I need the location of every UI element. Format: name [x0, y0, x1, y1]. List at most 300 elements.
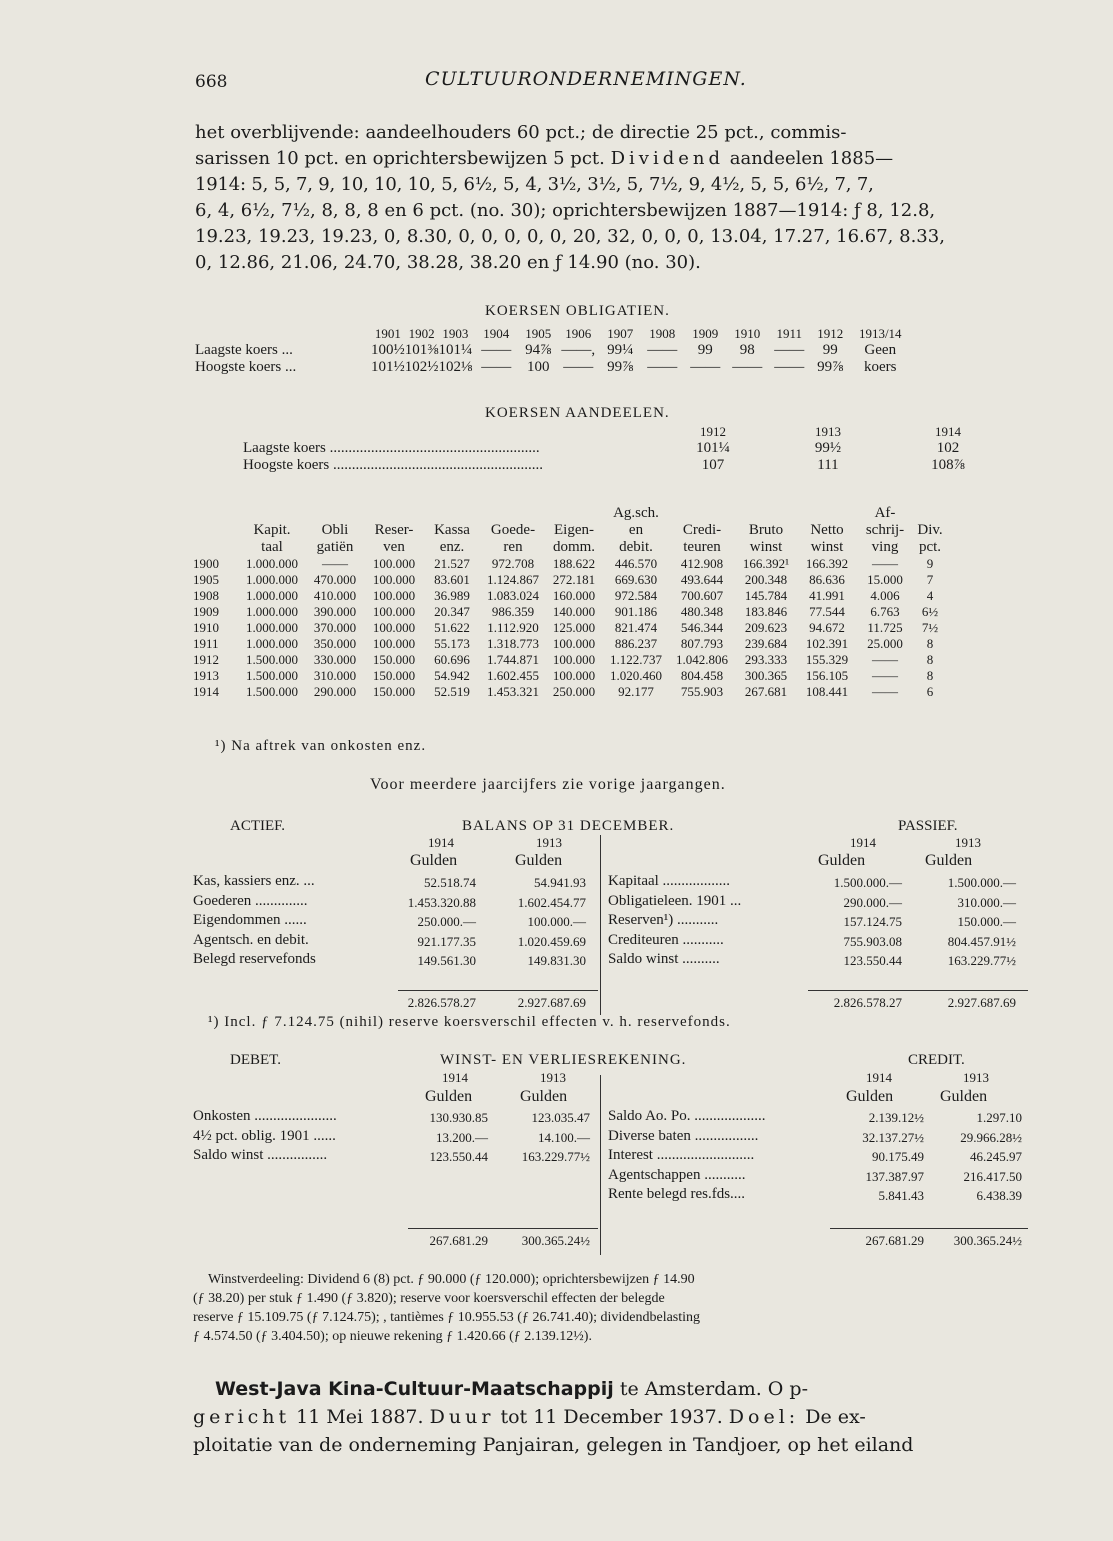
- value-cell: 755.903: [680, 684, 724, 699]
- account-label: 4½ pct. oblig. 1901 ......: [193, 1127, 336, 1144]
- intro-line-4: 6, 4, 6½, 7½, 8, 8, 8 en 6 pct. (no. 30); oprichtersbewijzen 1887—1914: ƒ 8, 12.8,: [195, 200, 936, 221]
- winst-total-l1: 267.681.29: [429, 1233, 488, 1248]
- value-cell: 209.623: [744, 620, 788, 635]
- year-label: 1905: [193, 572, 219, 587]
- amount-cell: 1.500.000.—: [947, 875, 1016, 890]
- winst-divider: [600, 1075, 601, 1255]
- amount-cell: 54.941.93: [534, 875, 586, 890]
- value-cell: 1.318.773: [487, 636, 539, 651]
- amount-cell: 1.500.000.—: [833, 875, 902, 890]
- winst-total-r1: 267.681.29: [865, 1233, 924, 1248]
- account-label: Onkosten ......................: [193, 1108, 337, 1124]
- value-cell: 9: [926, 556, 934, 571]
- value-cell: 7: [926, 572, 934, 587]
- header-cell: [239, 505, 305, 522]
- value-cell: 446.570: [614, 556, 658, 571]
- value-cell: 100.000: [372, 620, 416, 635]
- actief-heading: ACTIEF.: [230, 818, 286, 834]
- year-cell: 1912: [817, 326, 844, 341]
- value-cell: 1.000.000: [246, 588, 298, 603]
- year-cell: 1913/14: [858, 326, 902, 341]
- value-cell: 1.500.000: [246, 668, 298, 683]
- value-cell: 101¼: [696, 440, 730, 456]
- company-line-1: [215, 1378, 808, 1400]
- value-cell: 1.083.024: [487, 588, 539, 603]
- value-cell: 83.601: [434, 572, 470, 587]
- amount-cell: 1.602.454.77: [517, 894, 586, 910]
- intro-line-1: het overblijvende: aandeelhouders 60 pct.; de directie 25 pct., commis-: [195, 122, 847, 143]
- amount-cell: 216.417.50: [963, 1168, 1022, 1184]
- value-cell: ——: [563, 359, 594, 375]
- value-cell: ——: [690, 359, 721, 375]
- intro-line-2: [195, 148, 893, 169]
- amount-cell: 1.020.459.69: [517, 933, 586, 949]
- value-cell: 55.173: [434, 636, 470, 651]
- value-cell: ——: [872, 556, 898, 571]
- company-line-3: ploitatie van de onderneming Panjairan, gelegen in Tandjoer, op het eiland: [193, 1434, 914, 1456]
- header-cell: [481, 505, 545, 522]
- value-cell: 412.908: [680, 556, 724, 571]
- header-cell: ving: [871, 539, 899, 555]
- value-cell: 99½: [814, 440, 842, 456]
- year-cell: 1907: [607, 326, 634, 341]
- year-cell: 1912: [700, 424, 726, 439]
- year-cell: 1904: [483, 326, 510, 341]
- value-cell: 1.744.871: [487, 652, 539, 667]
- value-cell: 86.636: [809, 572, 845, 587]
- amount-cell: 29.966.28½: [960, 1129, 1022, 1145]
- value-cell: 350.000: [313, 636, 357, 651]
- winst-unit-r1: Gulden: [846, 1088, 894, 1105]
- intro-line-5: 19.23, 19.23, 19.23, 0, 8.30, 0, 0, 0, 0, 0, 20, 32, 0, 0, 0, 13.04, 17.27, 16.67, 8.33,: [195, 226, 945, 247]
- value-cell: koers: [864, 359, 897, 375]
- yearly-header-top: [193, 505, 947, 522]
- value-cell: 1.000.000: [246, 620, 298, 635]
- aandeelen-years-row: [243, 424, 1003, 440]
- value-cell: ——: [647, 359, 678, 375]
- balans-unit-r2: Gulden: [925, 852, 973, 869]
- amount-cell: 1.297.10: [976, 1110, 1022, 1125]
- value-cell: 41.991: [809, 588, 845, 603]
- value-cell: 92.177: [618, 684, 654, 699]
- amount-cell: 157.124.75: [843, 914, 902, 929]
- balans-year-l2: 1913: [536, 835, 562, 850]
- value-cell: 470.000: [313, 572, 357, 587]
- value-cell: ——: [774, 359, 805, 375]
- value-cell: 1.000.000: [246, 636, 298, 651]
- value-cell: 1.500.000: [246, 652, 298, 667]
- row-label-text: Laagste koers: [243, 440, 326, 456]
- header-cell: [669, 505, 735, 522]
- row-label: Hoogste koers ...: [195, 359, 297, 375]
- amount-cell: 310.000.—: [957, 894, 1016, 910]
- header-cell: teuren: [683, 539, 721, 555]
- company-location: te Amsterdam.: [619, 1378, 762, 1400]
- amount-cell: 5.841.43: [878, 1188, 924, 1203]
- account-label: Kapitaal ..................: [608, 873, 731, 889]
- yearly-row: [193, 604, 947, 620]
- intro-line-6: 0, 12.86, 21.06, 24.70, 38.28, 38.20 en ƒ 14.90 (no. 30).: [195, 252, 701, 273]
- value-cell: 1.124.867: [487, 572, 539, 587]
- value-cell: ——: [732, 359, 763, 375]
- winst-total-r2: 300.365.24½: [953, 1233, 1022, 1248]
- yearly-footnote: ¹) Na aftrek van onkosten enz.: [215, 738, 427, 754]
- dividend-word: Dividend: [610, 148, 725, 169]
- header-cell: Credi-: [682, 522, 722, 538]
- value-cell: 25.000: [867, 636, 903, 651]
- value-cell: 700.607: [680, 588, 724, 603]
- obligatien-table: [195, 326, 910, 376]
- value-cell: 1.112.920: [487, 620, 539, 635]
- winst-sum-line-left: [408, 1228, 598, 1229]
- value-cell: 1.453.321: [487, 684, 539, 699]
- amount-cell: 921.177.35: [417, 933, 476, 949]
- balans-total-l2: 2.927.687.69: [517, 995, 586, 1010]
- amount-cell: 149.831.30: [527, 953, 586, 968]
- year-cell: 1914: [935, 424, 961, 439]
- value-cell: 20.347: [434, 604, 470, 619]
- year-cell: 1909: [692, 326, 719, 341]
- value-cell: 54.942: [434, 668, 470, 683]
- account-label: Saldo Ao. Po. ...................: [608, 1108, 766, 1124]
- value-cell: 100.000: [552, 652, 596, 667]
- header-cell: Eigen-: [554, 522, 594, 538]
- value-cell: 98: [739, 342, 755, 358]
- year-cell: 1901: [374, 326, 401, 341]
- header-cell: debit.: [619, 539, 653, 555]
- header-cell: taal: [261, 539, 283, 555]
- value-cell: ——: [774, 342, 805, 358]
- value-cell: 11.725: [867, 620, 903, 635]
- amount-cell: 804.457.91½: [947, 933, 1016, 949]
- value-cell: 804.458: [680, 668, 724, 683]
- value-cell: 150.000: [372, 684, 416, 699]
- value-cell: 52.519: [434, 684, 470, 699]
- obligatien-title: KOERSEN OBLIGATIEN.: [485, 303, 670, 319]
- balans-year-r1: 1914: [850, 835, 876, 850]
- doel-text: De ex-: [805, 1406, 866, 1428]
- winst-year-r2: 1913: [963, 1070, 989, 1085]
- value-cell: 1.500.000: [246, 684, 298, 699]
- header-cell: pct.: [918, 539, 942, 555]
- yearly-row: [193, 636, 947, 652]
- yearly-row: [193, 668, 947, 684]
- value-cell: 102⅛: [438, 359, 473, 375]
- account-label: Agentsch. en debit.: [193, 931, 309, 948]
- value-cell: ——: [322, 556, 348, 571]
- year-cell: 1908: [649, 326, 676, 341]
- value-cell: 145.784: [744, 588, 788, 603]
- value-cell: 1.042.806: [676, 652, 728, 667]
- header-cell: [305, 505, 365, 522]
- value-cell: 1.000.000: [246, 572, 298, 587]
- value-cell: 99: [822, 342, 838, 358]
- value-cell: 480.348: [680, 604, 724, 619]
- header-cell: winst: [810, 539, 844, 555]
- opgericht-date: 11 Mei 1887.: [296, 1406, 424, 1428]
- header-cell: Kapit.: [253, 522, 291, 538]
- obligatien-row-hoogste: [195, 359, 910, 376]
- value-cell: 99⅞: [817, 359, 844, 375]
- year-label: 1913: [193, 668, 219, 683]
- year-label: 1900: [193, 556, 219, 571]
- amount-cell: 13.200.—: [436, 1129, 488, 1145]
- value-cell: 77.544: [809, 604, 845, 619]
- value-cell: 102: [936, 440, 960, 456]
- amount-cell: 2.139.12½: [868, 1110, 924, 1125]
- value-cell: 101¼: [438, 342, 473, 358]
- header-cell: [423, 505, 481, 522]
- opgericht-word-tail: gericht: [193, 1406, 291, 1428]
- value-cell: 100.000: [372, 556, 416, 571]
- value-cell: 150.000: [372, 652, 416, 667]
- balans-divider: [600, 835, 601, 1015]
- credit-heading: CREDIT.: [908, 1052, 965, 1068]
- account-label: Interest ..........................: [608, 1147, 755, 1163]
- amount-cell: 123.035.47: [531, 1110, 590, 1125]
- amount-cell: 290.000.—: [843, 894, 902, 910]
- account-label: Saldo winst ................: [193, 1147, 328, 1163]
- intro-line-2-text: sarissen 10 pct. en oprichtersbewijzen 5 pct.: [195, 148, 605, 169]
- yearly-row: [193, 684, 947, 700]
- amount-cell: 6.438.39: [976, 1188, 1022, 1203]
- header-cell: ven: [383, 539, 405, 555]
- value-cell: ——,: [561, 342, 596, 358]
- amount-cell: 163.229.77½: [521, 1149, 590, 1164]
- value-cell: 6.763: [870, 604, 900, 619]
- value-cell: 200.348: [744, 572, 788, 587]
- winst-sum-line-right: [830, 1228, 1028, 1229]
- amount-cell: 163.229.77½: [947, 953, 1016, 968]
- header-cell: [365, 505, 423, 522]
- yearly-row: [193, 652, 947, 668]
- value-cell: 4: [926, 588, 934, 603]
- value-cell: 1.602.455: [487, 668, 539, 683]
- winstverdeeling-line-2: (ƒ 38.20) per stuk ƒ 1.490 (ƒ 3.820); reserve voor koersverschil effecten der belegde: [193, 1291, 665, 1306]
- header-cell: Reser-: [374, 522, 414, 538]
- value-cell: 901.186: [614, 604, 658, 619]
- year-label: 1909: [193, 604, 219, 619]
- year-label: 1914: [193, 684, 219, 699]
- opgericht-prefix: O p-: [767, 1378, 808, 1400]
- value-cell: 821.474: [614, 620, 658, 635]
- value-cell: 100.000: [372, 588, 416, 603]
- value-cell: 108⅞: [931, 457, 965, 473]
- value-cell: 250.000: [552, 684, 596, 699]
- winst-title: WINST- EN VERLIESREKENING.: [440, 1052, 687, 1068]
- value-cell: 300.365: [744, 668, 788, 683]
- yearly-row: [193, 572, 947, 588]
- value-cell: 15.000: [867, 572, 903, 587]
- year-cell: 1902: [408, 326, 435, 341]
- value-cell: 102.391: [805, 636, 849, 651]
- balans-unit-l2: Gulden: [515, 852, 563, 869]
- amount-cell: 90.175.49: [872, 1149, 924, 1164]
- balans-sum-line-left: [398, 990, 598, 991]
- year-cell: 1911: [776, 326, 803, 341]
- amount-cell: 150.000.—: [957, 914, 1016, 929]
- header-cell: Kassa: [434, 522, 470, 538]
- value-cell: 100.000: [372, 572, 416, 587]
- account-label: Goederen ..............: [193, 892, 308, 909]
- intro-line-3: 1914: 5, 5, 7, 9, 10, 10, 10, 5, 6½, 5, 4, 3½, 3½, 5, 7½, 9, 4½, 5, 5, 6½, 7, 7,: [195, 174, 874, 195]
- amount-cell: 1.453.320.88: [407, 894, 476, 910]
- account-label: Saldo winst ..........: [608, 951, 720, 967]
- value-cell: 100½: [371, 342, 405, 358]
- value-cell: 1.020.460: [610, 668, 662, 683]
- yearly-figures-table: [193, 505, 947, 700]
- amount-cell: 130.930.85: [429, 1110, 488, 1125]
- passief-heading: PASSIEF.: [898, 818, 958, 834]
- aandeelen-row-laagste: [243, 440, 1003, 457]
- value-cell: 107: [701, 457, 725, 473]
- year-cell: 1913: [815, 424, 841, 439]
- balans-total-r1: 2.826.578.27: [833, 995, 902, 1010]
- row-label: Hoogste koers ........................................................: [243, 457, 543, 473]
- value-cell: 4.006: [870, 588, 900, 603]
- year-cell: 1906: [565, 326, 592, 341]
- header-cell: ren: [503, 539, 523, 555]
- value-cell: 94⅞: [525, 342, 552, 358]
- amount-cell: 46.245.97: [970, 1149, 1022, 1164]
- header-cell: gatiën: [316, 539, 354, 555]
- value-cell: ——: [872, 684, 898, 699]
- account-label: Kas, kassiers enz. ...: [193, 873, 315, 889]
- value-cell: 99: [697, 342, 713, 358]
- value-cell: 111: [817, 457, 839, 473]
- amount-cell: 123.550.44: [843, 953, 902, 968]
- balans-total-r2: 2.927.687.69: [947, 995, 1016, 1010]
- value-cell: 886.237: [614, 636, 658, 651]
- obligatien-row-laagste: [195, 342, 910, 359]
- header-cell: [545, 505, 603, 522]
- value-cell: ——: [872, 668, 898, 683]
- year-cell: 1905: [525, 326, 552, 341]
- value-cell: 166.392: [805, 556, 849, 571]
- value-cell: 101½: [371, 359, 405, 375]
- amount-cell: 137.387.97: [865, 1168, 924, 1184]
- account-label: Diverse baten .................: [608, 1127, 759, 1144]
- winst-year-l1: 1914: [442, 1070, 468, 1085]
- header-cell: enz.: [439, 539, 465, 555]
- year-label: 1911: [193, 636, 219, 651]
- value-cell: 100.000: [372, 604, 416, 619]
- page-title: CULTUURONDERNEMINGEN.: [425, 68, 747, 90]
- value-cell: 546.344: [680, 620, 724, 635]
- value-cell: 807.793: [680, 636, 724, 651]
- obligatien-years-row: [195, 326, 910, 342]
- account-label: Eigendommen ......: [193, 912, 307, 928]
- company-line-2: [193, 1406, 866, 1428]
- value-cell: 972.584: [614, 588, 658, 603]
- value-cell: 267.681: [744, 684, 788, 699]
- row-label: Laagste koers ........................................................: [243, 440, 540, 456]
- value-cell: 330.000: [313, 652, 357, 667]
- amount-cell: 52.518.74: [424, 875, 476, 890]
- header-cell: [913, 505, 947, 522]
- value-cell: 166.392¹: [742, 556, 790, 571]
- header-cell: Div.: [917, 522, 943, 538]
- value-cell: 60.696: [434, 652, 470, 667]
- value-cell: 21.527: [434, 556, 470, 571]
- amount-cell: 32.137.27½: [862, 1129, 924, 1145]
- value-cell: ——: [481, 359, 512, 375]
- value-cell: 669.630: [614, 572, 658, 587]
- header-cell: winst: [749, 539, 783, 555]
- year-label: 1912: [193, 652, 219, 667]
- value-cell: 160.000: [552, 588, 596, 603]
- value-cell: 101⅜: [404, 342, 439, 358]
- value-cell: ——: [481, 342, 512, 358]
- value-cell: 36.989: [434, 588, 470, 603]
- winst-year-r1: 1914: [866, 1070, 892, 1085]
- header-cell: [797, 505, 857, 522]
- balans-sum-line-right: [808, 990, 1028, 991]
- yearly-row: [193, 620, 947, 636]
- value-cell: 1.122.737: [610, 652, 662, 667]
- winst-total-l2: 300.365.24½: [521, 1233, 590, 1248]
- value-cell: 6½: [921, 604, 939, 619]
- balans-title: BALANS OP 31 DECEMBER.: [462, 818, 675, 834]
- value-cell: 410.000: [313, 588, 357, 603]
- value-cell: 183.846: [744, 604, 788, 619]
- page-number: 668: [195, 72, 228, 92]
- value-cell: 108.441: [805, 684, 849, 699]
- value-cell: 8: [926, 652, 934, 667]
- balans-year-r2: 1913: [955, 835, 981, 850]
- account-label: Agentschappen ...........: [608, 1166, 746, 1183]
- winstverdeeling-line-3: reserve ƒ 15.109.75 (ƒ 7.124.75); , tantièmes ƒ 10.955.53 (ƒ 26.741.40); dividendbelasting: [193, 1310, 701, 1325]
- header-cell: en: [628, 522, 644, 538]
- value-cell: 99¼: [607, 342, 634, 358]
- yearly-header-mid: [193, 522, 947, 539]
- yearly-row: [193, 556, 947, 572]
- winst-year-l2: 1913: [540, 1070, 566, 1085]
- value-cell: 293.333: [744, 652, 788, 667]
- account-label: Crediteuren ...........: [608, 931, 724, 948]
- dividend-rest: aandeelen 1885—: [729, 148, 894, 169]
- duur-date: tot 11 December 1937.: [500, 1406, 723, 1428]
- header-cell: domm.: [552, 539, 596, 555]
- value-cell: 99⅞: [607, 359, 634, 375]
- value-cell: 155.329: [805, 652, 849, 667]
- value-cell: 290.000: [313, 684, 357, 699]
- winstverdeeling-line-4: ƒ 4.574.50 (ƒ 3.404.50); op nieuwe rekening ƒ 1.420.66 (ƒ 2.139.12½).: [193, 1329, 592, 1344]
- value-cell: ——: [872, 652, 898, 667]
- amount-cell: 100.000.—: [527, 914, 586, 929]
- year-cell: 1903: [442, 326, 469, 341]
- value-cell: 100.000: [552, 668, 596, 683]
- balans-footnote: ¹) Incl. ƒ 7.124.75 (nihil) reserve koersverschil effecten v. h. reservefonds.: [208, 1014, 731, 1030]
- row-label: Laagste koers ...: [195, 342, 293, 358]
- yearly-header-bot: [193, 539, 947, 556]
- value-cell: 94.672: [809, 620, 845, 635]
- value-cell: 102½: [404, 359, 439, 375]
- account-label: Belegd reservefonds: [193, 951, 316, 967]
- value-cell: 390.000: [313, 604, 357, 619]
- balans-total-l1: 2.826.578.27: [407, 995, 476, 1010]
- winstverdeeling-line-1: Winstverdeeling: Dividend 6 (8) pct. ƒ 90.000 (ƒ 120.000); oprichtersbewijzen ƒ 14.90: [208, 1272, 695, 1287]
- value-cell: 100: [527, 359, 550, 375]
- amount-cell: 250.000.—: [417, 914, 476, 929]
- doel-word: Doel:: [728, 1406, 800, 1428]
- value-cell: 1.000.000: [246, 556, 298, 571]
- yearly-row: [193, 588, 947, 604]
- header-cell: schrij-: [865, 522, 905, 538]
- balans-unit-l1: Gulden: [410, 852, 458, 869]
- value-cell: 100.000: [372, 636, 416, 651]
- value-cell: 150.000: [372, 668, 416, 683]
